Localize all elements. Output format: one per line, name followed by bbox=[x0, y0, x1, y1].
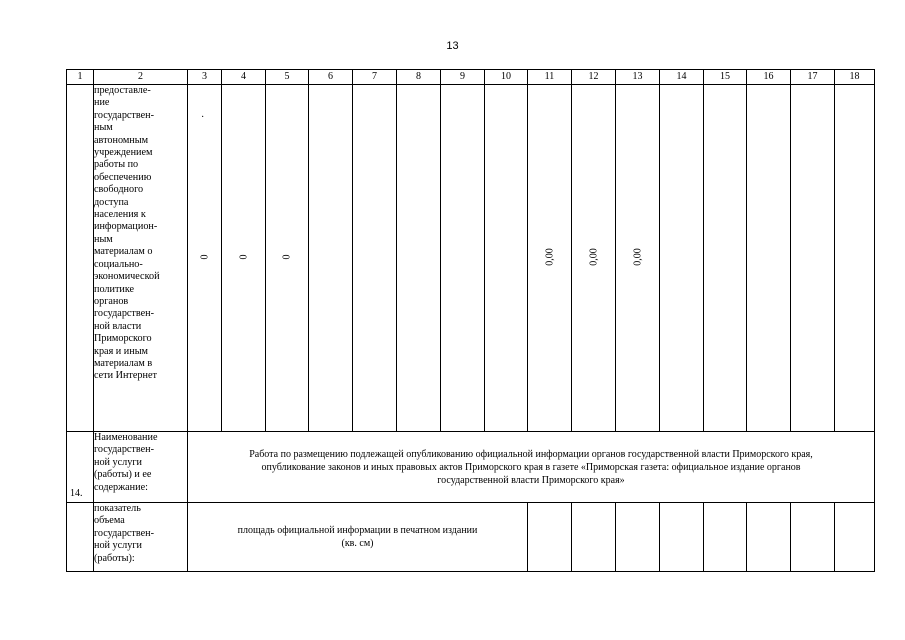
value-text: 0 bbox=[199, 254, 210, 260]
description-line: объема bbox=[94, 515, 125, 527]
indicator-line: (кв. см) bbox=[341, 538, 374, 549]
empty-cell bbox=[572, 503, 616, 572]
empty-cell bbox=[747, 85, 791, 432]
description-line: ным bbox=[94, 122, 113, 134]
empty-cell bbox=[485, 85, 528, 432]
empty-cell bbox=[616, 503, 660, 572]
empty-cell bbox=[397, 85, 441, 432]
empty-cell bbox=[747, 503, 791, 572]
description-line: ной услуги bbox=[94, 456, 142, 468]
empty-cell bbox=[660, 503, 704, 572]
description-line: Наименование bbox=[94, 432, 158, 443]
column-header: 17 bbox=[791, 70, 835, 85]
column-header: 7 bbox=[353, 70, 397, 85]
description-line: государствен- bbox=[94, 109, 154, 121]
empty-cell bbox=[791, 85, 835, 432]
description-line: населения к bbox=[94, 209, 146, 221]
column-header: 3 bbox=[188, 70, 222, 85]
description-line: сети Интернет bbox=[94, 370, 157, 382]
service-name-line: государственной власти Приморского края» bbox=[437, 474, 625, 486]
description-line: ной власти bbox=[94, 320, 142, 332]
header-row bbox=[67, 70, 875, 85]
indicator-cell bbox=[188, 503, 528, 572]
mark-dot: · bbox=[201, 112, 205, 123]
description-line: государствен- bbox=[94, 527, 154, 539]
description-line: учреждением bbox=[94, 147, 153, 159]
column-header: 18 bbox=[835, 70, 875, 85]
description-line: работы по bbox=[94, 159, 139, 171]
description-line: (работы) и ее bbox=[94, 469, 152, 481]
table-row bbox=[67, 432, 875, 503]
value-text: 0 bbox=[281, 254, 293, 260]
column-header: 13 bbox=[616, 70, 660, 85]
column-header: 10 bbox=[485, 70, 528, 85]
column-header: 8 bbox=[397, 70, 441, 85]
description-line: государствен- bbox=[94, 308, 154, 320]
value-cell-col5 bbox=[266, 85, 309, 432]
value-cell-col12 bbox=[572, 85, 616, 432]
description-line: ной услуги bbox=[94, 540, 142, 552]
row-number-cell: 14. bbox=[67, 432, 94, 503]
row-description bbox=[94, 85, 188, 432]
description-line: экономической bbox=[94, 271, 160, 283]
description-line: политике bbox=[94, 283, 135, 295]
description-line: края и иным bbox=[94, 345, 148, 357]
description-line: (работы): bbox=[94, 552, 135, 564]
empty-cell bbox=[528, 503, 572, 572]
column-header: 9 bbox=[441, 70, 485, 85]
empty-cell bbox=[441, 85, 485, 432]
column-header: 11 bbox=[528, 70, 572, 85]
description-line: ным bbox=[94, 233, 113, 245]
value-cell-col4 bbox=[222, 85, 266, 432]
empty-cell bbox=[835, 85, 875, 432]
column-header: 5 bbox=[266, 70, 309, 85]
row-description bbox=[94, 432, 188, 503]
row-number-cell bbox=[67, 503, 94, 572]
empty-cell bbox=[704, 85, 747, 432]
value-cell-col3 bbox=[188, 85, 222, 432]
table-row bbox=[67, 503, 875, 572]
column-header: 14 bbox=[660, 70, 704, 85]
page-number: 13 bbox=[446, 40, 459, 52]
description-line: материалам о bbox=[94, 246, 153, 258]
empty-cell bbox=[791, 503, 835, 572]
column-header: 4 bbox=[222, 70, 266, 85]
description-line: содержание: bbox=[94, 481, 148, 493]
data-table bbox=[66, 69, 875, 572]
value-cell-col11 bbox=[528, 85, 572, 432]
column-header: 1 bbox=[67, 70, 94, 85]
description-line: социально- bbox=[94, 258, 143, 270]
row-number-cell bbox=[67, 85, 94, 432]
column-header: 16 bbox=[747, 70, 791, 85]
service-name-cell bbox=[188, 432, 875, 503]
description-line: доступа bbox=[94, 196, 129, 208]
indicator-line: площадь официальной информации в печатном издании bbox=[237, 525, 478, 536]
value-cell-col13 bbox=[616, 85, 660, 432]
column-header: 6 bbox=[309, 70, 353, 85]
description-line: ние bbox=[94, 97, 110, 109]
empty-cell bbox=[309, 85, 353, 432]
description-line: органов bbox=[94, 295, 129, 307]
value-text: 0,00 bbox=[544, 248, 555, 266]
service-name-line: опубликование законов и иных правовых актов Приморского края в газете «Приморская газета: официальное издание органов bbox=[261, 461, 801, 473]
description-line: государствен- bbox=[94, 444, 154, 456]
column-header: 2 bbox=[94, 70, 188, 85]
value-text: 0,00 bbox=[632, 248, 643, 266]
empty-cell bbox=[704, 503, 747, 572]
table-row bbox=[67, 85, 875, 432]
empty-cell bbox=[835, 503, 875, 572]
description-line: обеспечению bbox=[94, 171, 152, 183]
empty-cell bbox=[660, 85, 704, 432]
description-line: информацион- bbox=[94, 221, 158, 233]
description-line: автономным bbox=[94, 134, 149, 146]
column-header: 12 bbox=[572, 70, 616, 85]
empty-cell bbox=[353, 85, 397, 432]
description-line: предоставле- bbox=[94, 85, 151, 96]
description-line: свободного bbox=[94, 184, 144, 196]
column-header: 15 bbox=[704, 70, 747, 85]
value-text: 0 bbox=[238, 254, 249, 260]
value-text: 0,00 bbox=[588, 248, 599, 266]
description-line: Приморского bbox=[94, 333, 152, 345]
description-line: материалам в bbox=[94, 357, 153, 369]
row-description bbox=[94, 503, 188, 572]
service-name-line: Работа по размещению подлежащей опубликованию официальной информации органов государственной власти Приморского края, bbox=[249, 448, 813, 460]
description-line: показатель bbox=[94, 503, 141, 514]
